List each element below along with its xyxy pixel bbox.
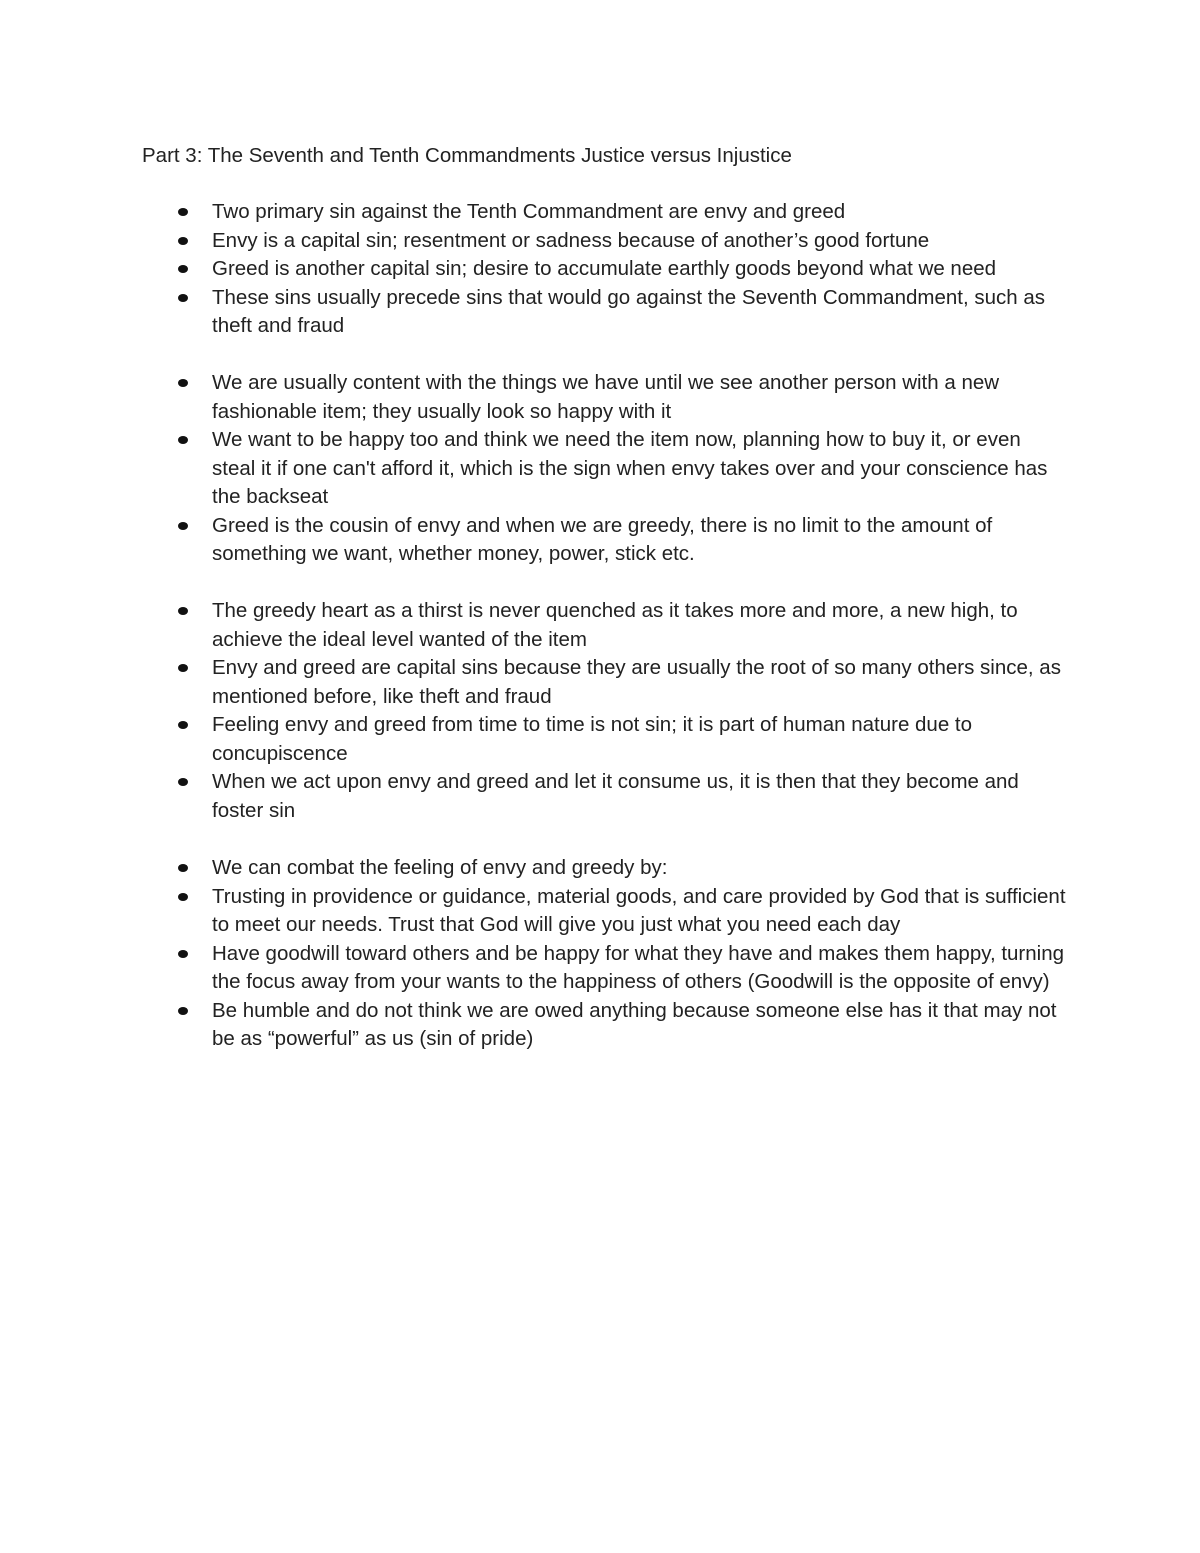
bullet-list [178,198,1068,341]
bullet-icon [178,237,188,245]
bullet-icon [178,379,188,387]
list-item-text: Be humble and do not think we are owed anything because someone else has it that may not be as “powerful” as us (sin of pride) [212,998,1057,1050]
bullet-icon [178,721,188,729]
list-item-text: Greed is the cousin of envy and when we are greedy, there is no limit to the amount of something we want, whether money, power, stick etc. [212,513,993,565]
bullet-icon [178,265,188,273]
list-item [178,768,1068,825]
list-item [178,255,1068,284]
list-item-text: We can combat the feeling of envy and greedy by: [212,856,668,879]
bullet-list [178,854,1068,1054]
bullet-icon [178,778,188,786]
list-item [178,940,1068,997]
bullet-icon [178,893,188,901]
list-item [178,597,1068,654]
bullet-icon [178,607,188,615]
list-item [178,426,1068,512]
bullet-list [178,597,1068,825]
bullet-icon [178,522,188,530]
bullet-icon [178,664,188,672]
list-item [178,854,1068,883]
bullet-icon [178,950,188,958]
list-item [178,369,1068,426]
list-item-text: These sins usually precede sins that would go against the Seventh Commandment, such as theft and fraud [212,285,1045,337]
list-item [178,284,1068,341]
list-item-text: We are usually content with the things we have until we see another person with a new fashionable item; they usually look so happy with it [212,371,1000,423]
list-item-text: Feeling envy and greed from time to time is not sin; it is part of human nature due to concupiscence [212,713,973,765]
bullet-list [178,369,1068,569]
list-item-text: Trusting in providence or guidance, material goods, and care provided by God that is sufficient to meet our needs. Trust that God will give you just what you need each day [212,884,1066,936]
list-item-text: Have goodwill toward others and be happy for what they have and makes them happy, turning the focus away from your wants to the happiness of others (Goodwill is the opposite of envy) [212,941,1065,993]
list-item [178,198,1068,227]
list-item-text: Envy is a capital sin; resentment or sadness because of another’s good fortune [212,228,930,252]
list-item-text: The greedy heart as a thirst is never quenched as it takes more and more, a new high, to achieve the ideal level wanted of the item [212,599,1018,651]
list-item [178,997,1068,1054]
list-item [178,227,1068,256]
bullet-icon [178,294,188,302]
bullet-icon [178,208,188,216]
bullet-icon [178,436,188,444]
list-item [178,654,1068,711]
list-item-text: Greed is another capital sin; desire to accumulate earthly goods beyond what we need [212,257,997,280]
list-item [178,711,1068,768]
list-item-text: We want to be happy too and think we need the item now, planning how to buy it, or even steal it if one can't afford it, which is the sign when envy takes over and your conscience has the backseat [212,428,1048,508]
list-item [178,883,1068,940]
list-item-text: Two primary sin against the Tenth Commandment are envy and greed [212,200,846,223]
page-title: Part 3: The Seventh and Tenth Commandments Justice versus Injustice [142,144,792,167]
list-item-text: Envy and greed are capital sins because they are usually the root of so many others since, as mentioned before, like theft and fraud [212,656,1061,708]
list-item [178,512,1068,569]
bullet-icon [178,1007,188,1015]
bullet-icon [178,864,188,872]
list-item-text: When we act upon envy and greed and let it consume us, it is then that they become and foster sin [212,770,1019,822]
